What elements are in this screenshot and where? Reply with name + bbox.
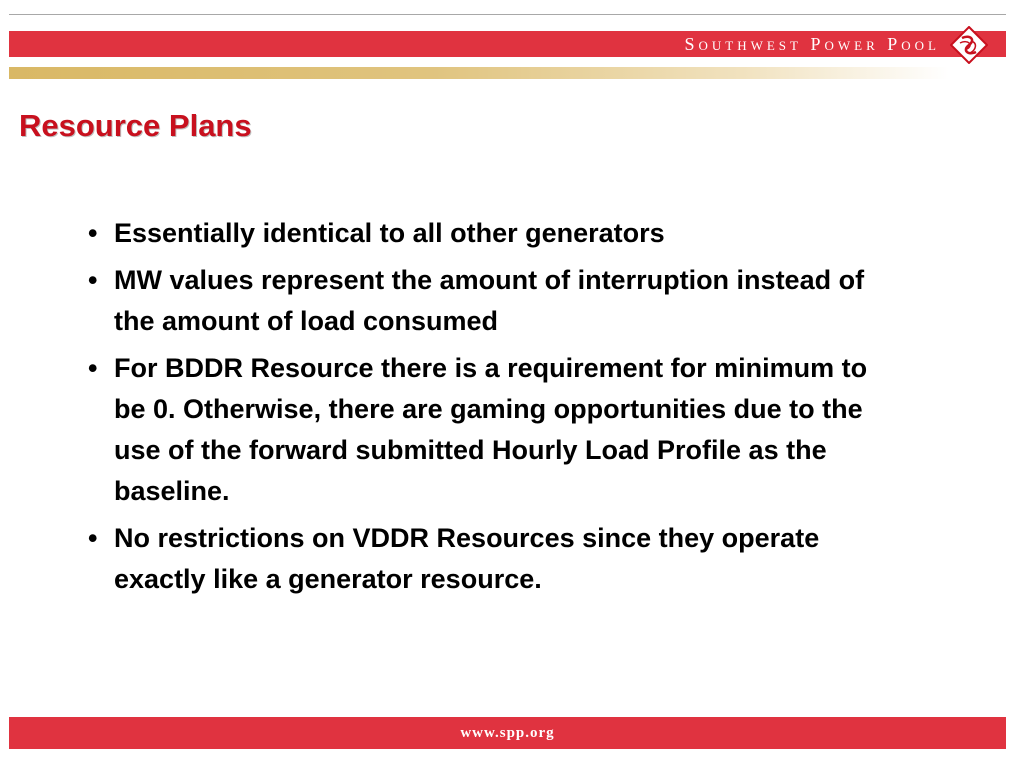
bullet-item: • Essentially identical to all other generators bbox=[88, 218, 665, 248]
bullet-text: MW values represent the amount of interruption instead of the amount of load consumed bbox=[114, 265, 865, 336]
bullet-item: • MW values represent the amount of interruption instead of the amount of load consumed bbox=[88, 265, 865, 336]
spp-logo-icon bbox=[950, 26, 988, 64]
header-bar bbox=[9, 31, 1006, 57]
bullet-item: • No restrictions on VDDR Resources since they operate exactly like a generator resource. bbox=[88, 523, 820, 594]
bullet-text: For BDDR Resource there is a requirement for minimum to be 0. Otherwise, there are gaming opportunities due to the use of the forward submitted Hourly Load Profile as the baseline. bbox=[114, 353, 868, 506]
bullet-list bbox=[88, 213, 898, 606]
footer-bar bbox=[9, 717, 1006, 749]
bullet-text: No restrictions on VDDR Resources since they operate exactly like a generator resource. bbox=[114, 523, 820, 594]
bullet-text: Essentially identical to all other generators bbox=[114, 218, 665, 248]
footer-url-link[interactable]: www.spp.org bbox=[460, 725, 555, 741]
brand-name: Southwest Power Pool bbox=[684, 34, 940, 54]
top-divider bbox=[9, 14, 1006, 15]
accent-bar bbox=[9, 67, 949, 79]
slide-title: Resource Plans bbox=[19, 108, 252, 143]
bullet-item: • For BDDR Resource there is a requirement for minimum to be 0. Otherwise, there are gaming opportunities due to the use of the forward submitted Hourly Load Profile as the baseline. bbox=[88, 353, 868, 506]
